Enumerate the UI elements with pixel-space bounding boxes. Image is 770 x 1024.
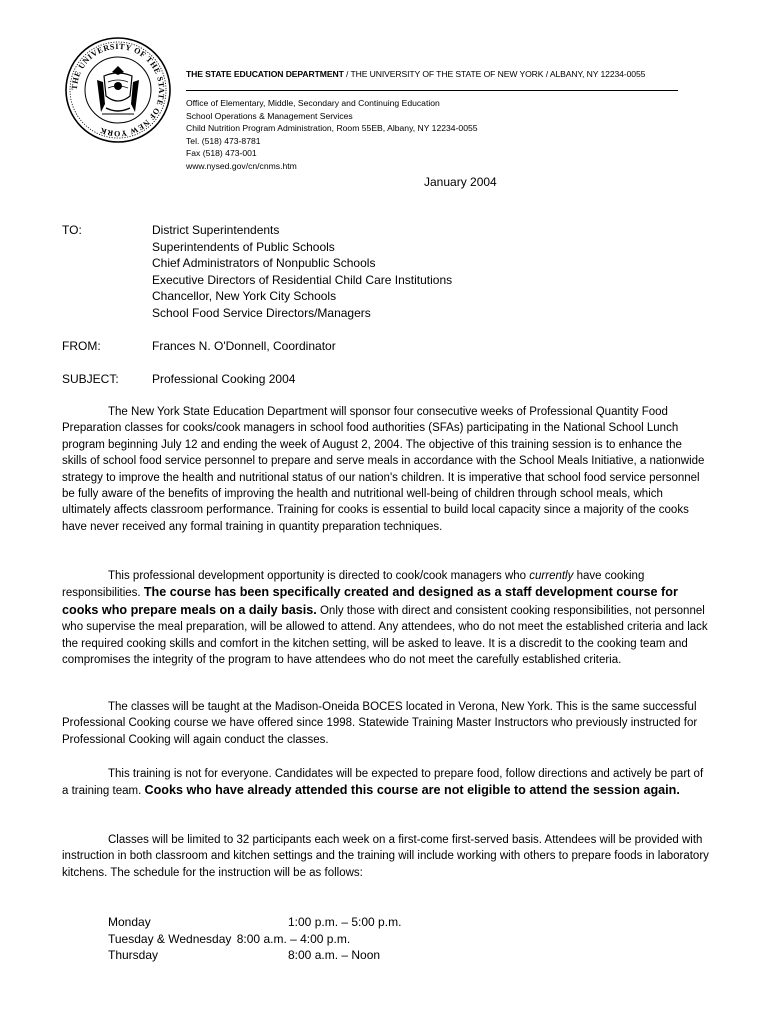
schedule-row — [108, 947, 381, 964]
from-label: FROM: — [62, 339, 101, 353]
schedule-day: Monday — [108, 915, 151, 929]
recipient: District Superintendents — [152, 223, 280, 237]
paragraph-text: Classes will be limited to 32 participants each week on a first-come first-served basis. Attendees will be provided with instruction in both classroom and kitchen settings and the training will include working with others to prepare foods in laboratory kitchens. The schedule for the instruction will be as follows: — [62, 834, 709, 879]
department-name: THE STATE EDUCATION DEPARTMENT — [186, 69, 344, 79]
paragraph-5 — [62, 832, 710, 881]
header-divider — [186, 90, 678, 91]
office-line: Tel. (518) 473-8781 — [186, 135, 261, 146]
paragraph-4 — [62, 766, 710, 800]
from-value: Frances N. O'Donnell, Coordinator — [152, 339, 336, 353]
university-name: / THE UNIVERSITY OF THE STATE OF NEW YORK / ALBANY, NY 12234-0055 — [343, 69, 646, 79]
recipient: Chief Administrators of Nonpublic Schools — [152, 256, 376, 271]
schedule-time: 8:00 a.m. – Noon — [288, 948, 381, 963]
schedule-day: Thursday — [108, 948, 159, 963]
recipient: School Food Service Directors/Managers — [152, 305, 371, 320]
letterhead-title — [186, 69, 645, 79]
schedule-table — [108, 914, 402, 964]
to-label: TO: — [62, 223, 82, 237]
office-line: Office of Elementary, Middle, Secondary and Continuing Education — [186, 98, 440, 108]
paragraph-text: The New York State Education Department will sponsor four consecutive weeks of Professional Quantity Food Preparation classes for cooks/cook managers in school food authorities (SFAs) participating in the National School Lunch program beginning July 12 and ending the week of August 2, 2004. The objective of this training session is to enhance the skills of school food service personnel to prepare and serve meals in accordance with the School Meals Initiative, a nationwide strategy to improve the health and nutritional status of our nation's children. It is imperative that school food service personnel be fully aware of the benefits of improving the health and nutritional well-being of children through school meals, which ultimately affects classroom performance. Training for cooks is essential to build local capacity since a majority of the cooks have never received any formal training in quantity preparation techniques. — [62, 406, 705, 533]
schedule-day: Tuesday & Wednesday — [108, 931, 232, 946]
office-line: School Operations & Management Services — [186, 110, 353, 121]
office-line: Fax (518) 473-001 — [186, 148, 257, 159]
schedule-row — [108, 914, 402, 931]
paragraph-2 — [62, 568, 710, 668]
schedule-time: 1:00 p.m. – 5:00 p.m. — [288, 915, 402, 929]
paragraph-text: The classes will be taught at the Madison-Oneida BOCES located in Verona, New York. This is the same successful Professional Cooking course we have offered since 1998. Statewide Training Master Instructors who previously instructed for Professional Cooking will again conduct the classes. — [62, 701, 698, 746]
recipient: Executive Directors of Residential Child Care Institutions — [152, 272, 453, 287]
to-recipients — [152, 222, 452, 322]
paragraph-text: have cooking responsibilities. — [62, 570, 645, 600]
paragraph-text: This professional development opportunity is directed to cook/cook managers who — [108, 570, 530, 582]
schedule-row — [108, 931, 350, 948]
recipient: Superintendents of Public Schools — [152, 239, 335, 254]
subject-value: Professional Cooking 2004 — [152, 372, 296, 386]
recipient: Chancellor, New York City Schools — [152, 289, 337, 304]
seal-text: THE UNIVERSITY OF THE STATE OF NEW YORK — [69, 41, 167, 139]
office-address-block — [186, 97, 478, 173]
office-line: Child Nutrition Program Administration, Room 55EB, Albany, NY 12234-0055 — [186, 123, 478, 134]
bold-notice: The course has been specifically created and designed as a staff development course for cooks who prepare meals on a daily basis. — [62, 585, 678, 617]
letter-date: January 2004 — [424, 175, 497, 189]
bold-notice: Cooks who have already attended this course are not eligible to attend the session again. — [144, 783, 680, 798]
paragraph-1 — [62, 404, 710, 535]
schedule-time: 8:00 a.m. – 4:00 p.m. — [236, 931, 351, 946]
paragraph-3 — [62, 699, 710, 748]
paragraph-text: Only those with direct and consistent cooking responsibilities, not personnel who supervise the meal preparation, will be allowed to attend. Any attendees, who do not meet the established criteria and lack the required cooking skills and comfort in the kitchen setting, will be asked to leave. It is a discredit to the cooking team and compromises the integrity of the program to have attendees who do not meet the carefully established criteria. — [62, 604, 708, 667]
emphasis-text: currently — [529, 570, 574, 582]
state-seal-icon — [64, 36, 172, 144]
paragraph-text: This training is not for everyone. Candidates will be expected to prepare food, follow directions and actively be part of a training team. — [62, 768, 704, 798]
subject-label: SUBJECT: — [62, 372, 119, 386]
website-line: www.nysed.gov/cn/cnms.htm — [186, 160, 297, 171]
